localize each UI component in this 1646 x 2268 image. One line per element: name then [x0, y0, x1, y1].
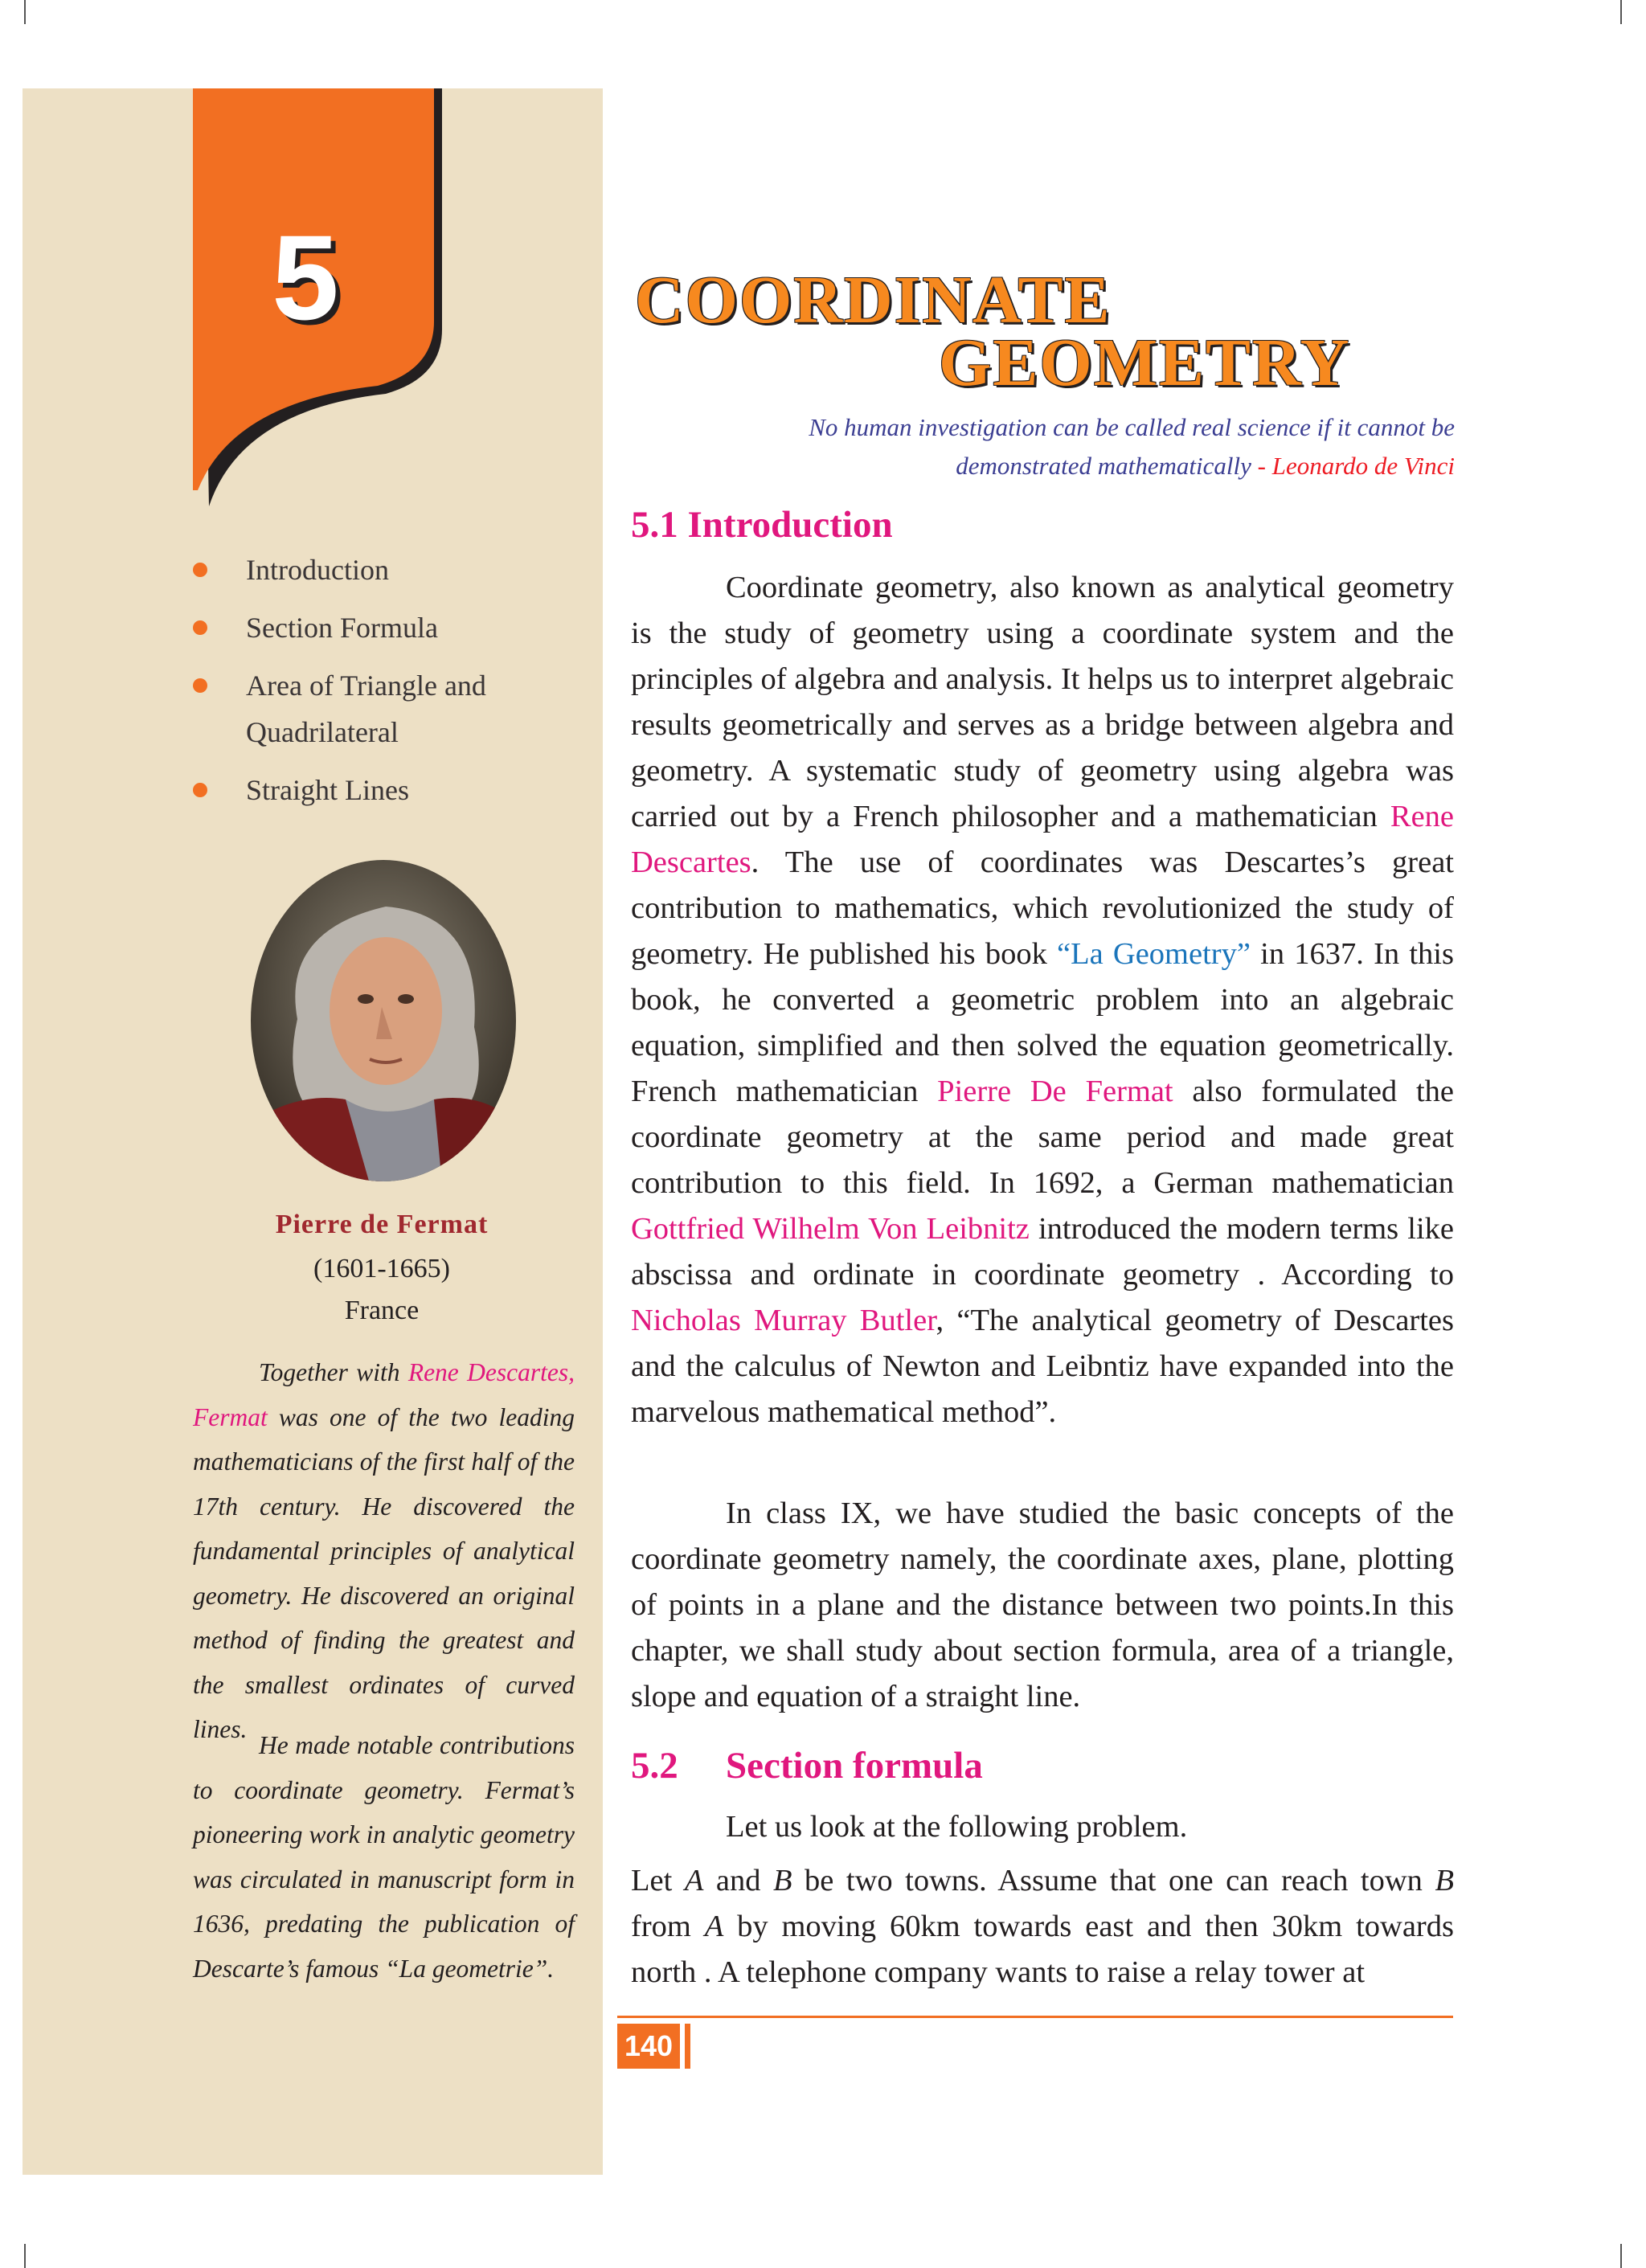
fermat-portrait [249, 858, 518, 1184]
footer-rule [617, 2016, 1453, 2018]
bullet-icon [193, 620, 207, 635]
section-heading-section-formula: 5.2 Section formula [631, 1745, 983, 1787]
name-pierre-de-fermat: Pierre De Fermat [937, 1075, 1173, 1108]
bio-dates: (1601-1665) [313, 1254, 450, 1283]
book-title-la-geometry: “La Geometry” [1057, 937, 1251, 971]
crop-mark-top-right [1620, 0, 1646, 24]
bio-paragraph-2: He made notable contributions to coordinate geometry. Fermat’s pioneering work in analytic geometry was circulated in manuscript form in 1636, predating the publication of Descarte’s famous “La geometrie”. [193, 1731, 575, 1983]
toc-item-section-formula: Section Formula [193, 604, 571, 651]
epigraph-quote: No human investigation can be called real science if it cannot be demonstrated mathematically - Leonardo de Vinci [809, 413, 1455, 480]
chapter-title-line-2: GEOMETRY [939, 325, 1351, 400]
bio-country: France [344, 1296, 420, 1325]
bullet-icon [193, 783, 207, 797]
toc-item-area-of-triangle: Area of Triangle and Quadrilateral [193, 662, 571, 755]
toc-item-introduction: Introduction [193, 547, 571, 593]
toc-item-straight-lines: Straight Lines [193, 767, 571, 813]
section-heading-introduction: 5.1 Introduction [631, 504, 893, 546]
name-leibnitz: Gottfried Wilhelm Von Leibnitz [631, 1212, 1030, 1246]
crop-mark-top-left [0, 0, 26, 24]
page-number-accent [685, 2024, 690, 2069]
chapter-title-line-1: COORDINATE [635, 263, 1112, 338]
bio-name: Pierre de Fermat [275, 1210, 489, 1239]
intro-paragraph-2: In class IX, we have studied the basic concepts of the coordinate geometry namely, the coordinate axes, plane, plotting of points in a plane and the distance between two points.In this chapter, we shall study about section formula, area of a triangle, slope and equation of a straight line. [631, 1496, 1454, 1713]
section-formula-paragraph-1: Let us look at the following problem. [726, 1810, 1188, 1844]
chapter-contents-list [193, 547, 571, 825]
section-formula-paragraph-2: Let A and B be two towns. Assume that one can reach town B from A by moving 60km towards east and then 30km towards north . A telephone company wants to raise a relay tower at [631, 1864, 1454, 1989]
page-number: 140 [617, 2024, 680, 2069]
bio-name-descartes: Rene Descartes, [407, 1358, 575, 1386]
name-nicholas-murray-butler: Nicholas Murray Butler [631, 1304, 936, 1337]
crop-mark-bottom-right [1620, 2244, 1646, 2268]
crop-mark-bottom-left [0, 2244, 26, 2268]
chapter-number: 5 [272, 210, 339, 345]
bio-name-fermat: Fermat [193, 1402, 268, 1431]
bullet-icon [193, 678, 207, 693]
name-rene-descartes: Rene Descartes [631, 800, 1454, 879]
bio-paragraph-1: Together with Rene Descartes, Fermat was one of the two leading mathematicians of the first half of the 17th century. He discovered the fundamental principles of analytical geometry. He discovered an original method of finding the greatest and the smallest ordinates of curved lines. [193, 1358, 575, 1743]
quote-author: Leonardo de Vinci [1271, 452, 1455, 480]
bullet-icon [193, 563, 207, 577]
intro-paragraph-1: Coordinate geometry, also known as analytical geometry is the study of geometry using a coordinate system and the principles of algebra and analysis. It helps us to interpret algebraic results geometrically and serves as a bridge between algebra and geometry. A systematic study of geometry using algebra was carried out by a French philosopher and a mathematician Rene Descartes. The use of coordinates was Descartes’s great contribution to mathematics, which revolutionized the study of geometry. He published his book “La Geometry” in 1637. In this book, he converted a geometric problem into an algebraic equation, simplified and then solved the equation geometrically. French mathematician Pierre De Fermat also formulated the coordinate geometry at the same period and made great contribution to this field. In 1692, a German mathematician Gottfried Wilhelm Von Leibnitz introduced the modern terms like abscissa and ordinate in coordinate geometry . According to Nicholas Murray Butler, “The analytical geometry of Descartes and the calculus of Newton and Leibntiz have expanded into the marvelous mathematical method”. [631, 571, 1455, 1429]
